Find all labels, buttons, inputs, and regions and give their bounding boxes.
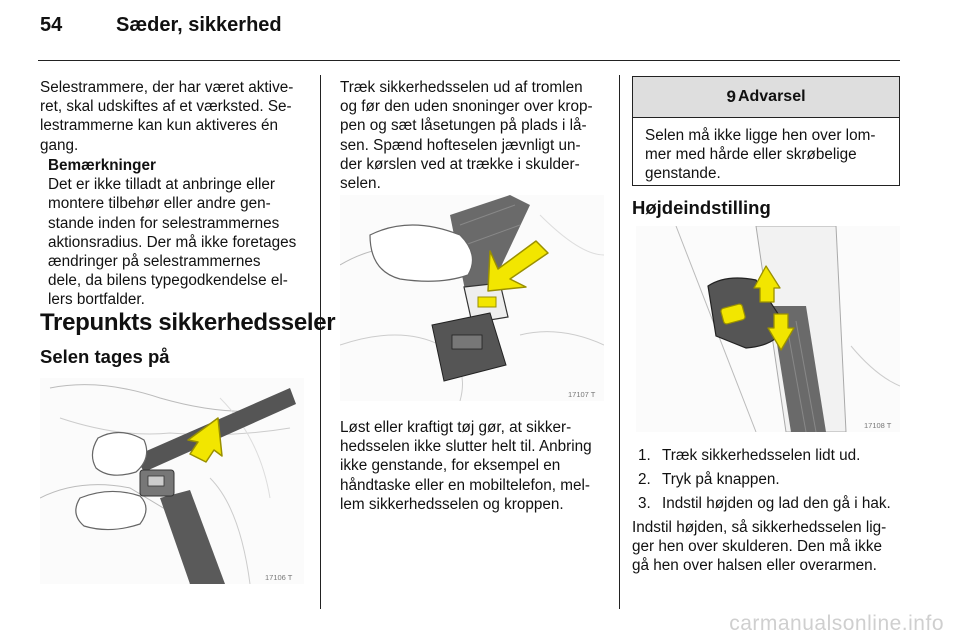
text-line: ger hen over skulderen. Den må ikke [632, 538, 882, 556]
list-item [632, 494, 904, 513]
instruction-paragraph [340, 78, 612, 193]
text-line: Løst eller kraftigt tøj gør, at sikker- [340, 419, 572, 436]
text-line: lem sikkerhedsselen og kroppen. [340, 495, 564, 513]
text-line: hedsselen ikke slutter helt til. Anbring [340, 438, 592, 456]
height-adjuster-illustration [636, 226, 900, 432]
text-line: lestrammerne kan kun aktiveres én [40, 117, 279, 135]
column-divider-1 [320, 75, 321, 609]
text-line: montere tilbehør eller andre gen- [48, 195, 271, 213]
text-line: stande inden for selestrammernes [48, 214, 280, 232]
belt-fastening-illustration [40, 378, 304, 584]
figure-code: 17108 T [864, 421, 892, 430]
step-number: 3. [638, 495, 651, 513]
figure-code: 17106 T [265, 573, 293, 582]
step-number: 1. [638, 447, 651, 464]
list-item [632, 470, 904, 489]
text-line: ændringer på selestrammernes [48, 253, 261, 271]
clothing-paragraph [340, 418, 612, 514]
figure-height-adjustment [636, 226, 900, 432]
warning-title: Advarsel [737, 88, 806, 105]
warning-icon: 9 [726, 87, 736, 106]
section-title: Trepunkts sikkerhedsseler [40, 309, 336, 336]
text-line: selen. [340, 175, 381, 193]
intro-paragraph [40, 78, 312, 155]
step-number: 2. [638, 471, 651, 489]
text-line: dele, da bilens typegodkendelse el- [48, 272, 288, 290]
text-line: Træk sikkerhedsselen ud af tromlen [340, 79, 583, 96]
watermark: carmanualsonline.info [729, 612, 944, 635]
text-line: gang. [40, 136, 79, 154]
figure-code: 17107 T [568, 390, 596, 399]
header-divider [38, 60, 900, 61]
figure-belt-fastening [40, 378, 304, 584]
step-text: Indstil højden og lad den gå i hak. [662, 495, 891, 513]
text-line: der kørslen ved at trække i skulder- [340, 155, 580, 173]
text-line: Det er ikke tilladt at anbringe eller [48, 176, 276, 194]
text-line: aktionsradius. Der må ikke foretages [48, 233, 297, 251]
step-text: Træk sikkerhedsselen lidt ud. [662, 447, 861, 464]
text-line: lers bortfalder. [48, 291, 145, 309]
list-item [632, 446, 904, 465]
note-block [48, 156, 312, 310]
page-number: 54 [40, 14, 63, 36]
text-line: Selestrammere, der har været aktive- [40, 79, 294, 96]
subsection-title-height: Højdeindstilling [632, 197, 771, 218]
text-line: pen og sæt låsetungen på plads i lå- [340, 117, 587, 135]
text-line: Indstil højden, så sikkerhedsselen lig- [632, 519, 887, 536]
text-line: genstande. [645, 165, 721, 183]
warning-header [633, 77, 899, 118]
chapter-title: Sæder, sikkerhed [116, 14, 282, 36]
text-line: sen. Spænd hofteselen jævnligt un- [340, 136, 581, 154]
text-line: håndtaske eller en mobiltelefon, mel- [340, 476, 590, 494]
text-line: Selen må ikke ligge hen over lom- [645, 127, 876, 144]
figure-buckle-insertion [340, 195, 604, 401]
warning-box [632, 76, 900, 186]
column-divider-2 [619, 75, 620, 609]
text-line: gå hen over halsen eller overarmen. [632, 557, 877, 575]
text-line: ikke genstande, for eksempel en [340, 457, 561, 475]
text-line: og før den uden snoninger over krop- [340, 98, 593, 116]
text-line: mer med hårde eller skrøbelige [645, 146, 857, 164]
subsection-title-fasten: Selen tages på [40, 346, 170, 367]
step-text: Tryk på knappen. [662, 471, 780, 489]
buckle-insertion-illustration [340, 195, 604, 401]
text-line: ret, skal udskiftes af et værksted. Se- [40, 98, 292, 116]
note-heading: Bemærkninger [48, 157, 156, 174]
height-paragraph [632, 518, 904, 576]
warning-body [633, 118, 899, 184]
height-steps-list [632, 446, 904, 519]
